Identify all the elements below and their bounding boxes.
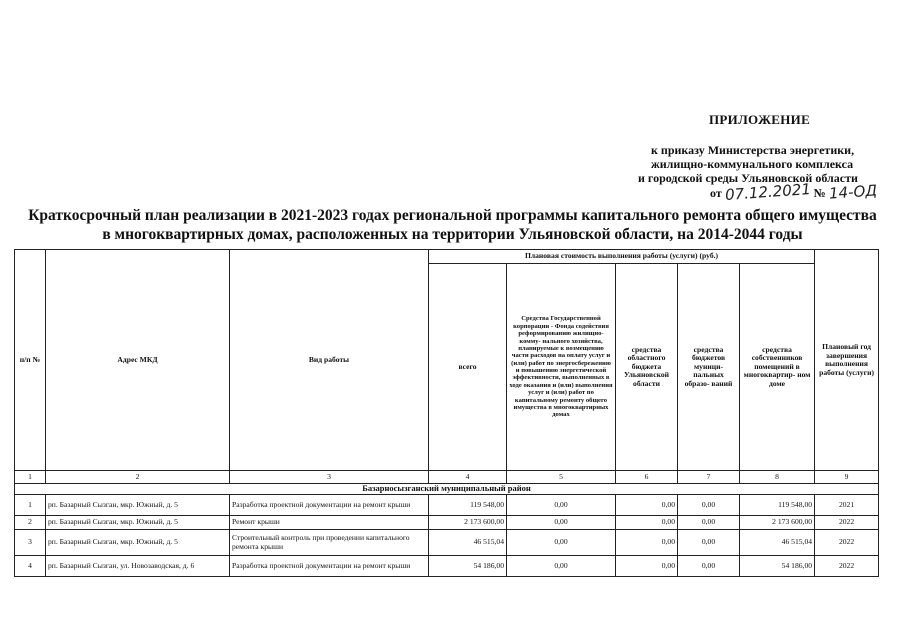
handwritten-number: 14-ОД (828, 181, 878, 203)
order-line-1: к приказу Министерства энергетики, (651, 143, 855, 157)
table-row (15, 556, 879, 577)
handwritten-date: 07.12.2021 (724, 180, 812, 204)
header-total: всего (429, 264, 507, 471)
row-work-type: Ремонт крыши (230, 516, 429, 530)
table-row (15, 516, 879, 530)
row-regional: 0,00 (616, 495, 678, 516)
number-prefix: № (813, 186, 826, 200)
header-regional: средства областного бюджета Ульяновской области (616, 264, 678, 471)
table-row (15, 495, 879, 516)
header-municipal: средства бюджетов муници- пальных образо- ваний (678, 264, 740, 471)
header-planned-cost: Плановая стоимость выполнения работы (услуги) (руб.) (429, 250, 815, 264)
row-municipal: 0,00 (678, 556, 740, 577)
row-fund: 0,00 (507, 516, 616, 530)
row-number: 4 (15, 556, 46, 577)
row-number: 2 (15, 516, 46, 530)
header-address: Адрес МКД (46, 250, 230, 471)
order-line-3: и городской среды Ульяновской области (638, 171, 858, 185)
date-prefix: от (710, 186, 722, 200)
appendix-title: ПРИЛОЖЕНИЕ (709, 112, 811, 127)
document-title-line-1: Краткосрочный план реализации в 2021-2023 годах региональной программы капитального ремонта общего имущества (28, 207, 877, 224)
row-address: рп. Базарный Сызган, мкр. Южный, д. 5 (46, 495, 230, 516)
row-work-type: Строительный контроль при проведении капитального ремонта крыши (230, 530, 429, 556)
order-date-line (710, 180, 878, 204)
column-number: 7 (678, 471, 740, 484)
row-regional: 0,00 (616, 530, 678, 556)
region-row (15, 484, 879, 495)
row-total: 2 173 600,00 (429, 516, 507, 530)
table-row (15, 530, 879, 556)
row-regional: 0,00 (616, 556, 678, 577)
row-year: 2022 (815, 530, 879, 556)
capital-repair-plan-table (14, 249, 879, 577)
column-number: 4 (429, 471, 507, 484)
column-number: 8 (740, 471, 815, 484)
row-fund: 0,00 (507, 556, 616, 577)
row-owners: 2 173 600,00 (740, 516, 815, 530)
column-number-row (15, 471, 879, 484)
order-line-2: жилищно-коммунального комплекса (651, 157, 854, 171)
row-owners: 119 548,00 (740, 495, 815, 516)
region-name: Базарносызганский муниципальный район (15, 484, 879, 495)
column-number: 1 (15, 471, 46, 484)
header-owners: средства собственников помещений в многоквартир- ном доме (740, 264, 815, 471)
column-number: 9 (815, 471, 879, 484)
header-work-type: Вид работы (230, 250, 429, 471)
header-fund: Средства Государственной корпорации - Фонда содействия реформированию жилищно-комму- нального хозяйства, планируемые к возмещению части расходов на оплату услуг и (или) работ по энергосбережению и повышению энергетической эффективности, выполненных в ходе оказания и (или) выполнения услуг и (или) работ по капитальному ремонту общего имущества в многоквартирных домах (507, 264, 616, 471)
row-year: 2022 (815, 516, 879, 530)
row-owners: 46 515,04 (740, 530, 815, 556)
column-number: 3 (230, 471, 429, 484)
row-municipal: 0,00 (678, 516, 740, 530)
row-year: 2021 (815, 495, 879, 516)
row-regional: 0,00 (616, 516, 678, 530)
document-title-line-2: в многоквартирных домах, расположенных на территории Ульяновской области, на 2014-2044 годы (102, 226, 803, 243)
row-number: 3 (15, 530, 46, 556)
row-fund: 0,00 (507, 495, 616, 516)
header-num: п/п № (15, 250, 46, 471)
header-planned-year: Плановый год завершения выполнения работы (услуги) (815, 250, 879, 471)
row-owners: 54 186,00 (740, 556, 815, 577)
row-municipal: 0,00 (678, 530, 740, 556)
column-number: 5 (507, 471, 616, 484)
row-address: рп. Базарный Сызган, ул. Новозаводская, д. 6 (46, 556, 230, 577)
row-total: 54 186,00 (429, 556, 507, 577)
row-number: 1 (15, 495, 46, 516)
row-total: 119 548,00 (429, 495, 507, 516)
row-work-type: Разработка проектной документации на ремонт крыши (230, 495, 429, 516)
row-total: 46 515,04 (429, 530, 507, 556)
column-number: 2 (46, 471, 230, 484)
row-year: 2022 (815, 556, 879, 577)
row-address: рп. Базарный Сызган, мкр. Южный, д. 5 (46, 530, 230, 556)
column-number: 6 (616, 471, 678, 484)
header-row-1 (15, 250, 879, 264)
row-fund: 0,00 (507, 530, 616, 556)
row-municipal: 0,00 (678, 495, 740, 516)
row-address: рп. Базарный Сызган, мкр. Южный, д. 5 (46, 516, 230, 530)
row-work-type: Разработка проектной документации на ремонт крыши (230, 556, 429, 577)
